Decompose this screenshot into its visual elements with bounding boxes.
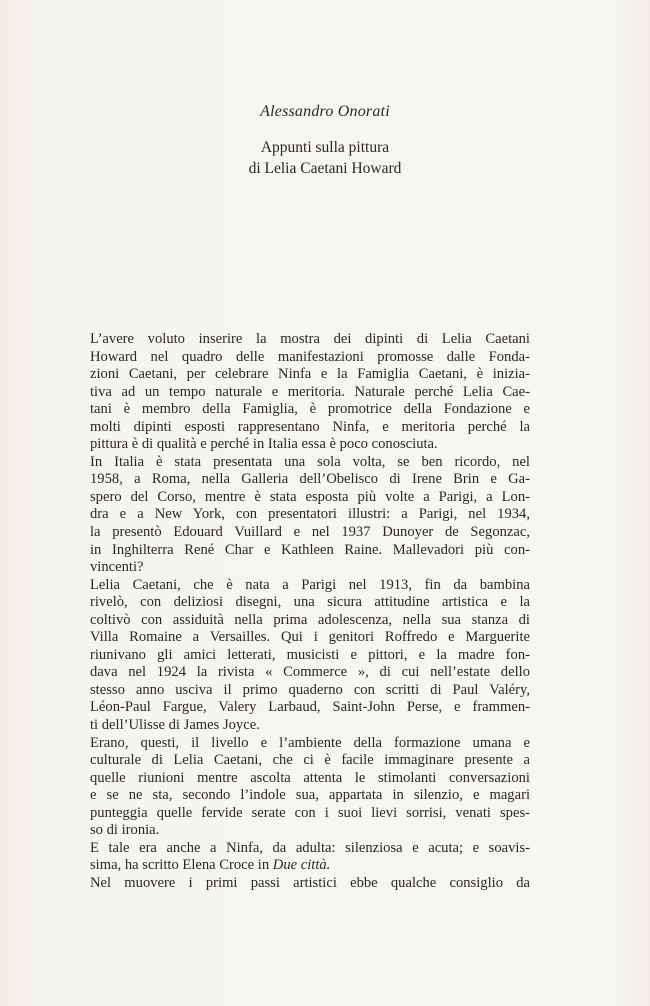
- text-line: 1958, a Roma, nella Galleria dell’Obelisco di Irene Brin e Ga-: [90, 471, 530, 488]
- text-line: zioni Caetani, per celebrare Ninfa e la Famiglia Caetani, è inizia-: [90, 366, 530, 383]
- article-title: [0, 137, 650, 179]
- text-line: vincenti?: [90, 559, 144, 576]
- text-line: Erano, questi, il livello e l’ambiente della formazione umana e: [90, 734, 530, 751]
- text-line: In Italia è stata presentata una sola volta, se ben ricordo, nel: [90, 453, 530, 470]
- text-line: la presentò Edouard Vuillard e nel 1937 Dunoyer de Segonzac,: [90, 524, 530, 541]
- text-line: dra e a New York, con presentatori illustri: a Parigi, nel 1934,: [90, 506, 530, 523]
- text-line: quelle riunioni mentre ascolta attenta le stimolanti conversazioni: [90, 769, 530, 786]
- text-line: so di ironia.: [90, 822, 160, 839]
- text-line: riunivano gli amici letterati, musicisti e pittori, e la madre fon-: [90, 646, 530, 663]
- text-line: L’avere voluto inserire la mostra dei dipinti di Lelia Caetani: [90, 331, 530, 347]
- text-line: Villa Romaine a Versailles. Qui i genitori Roffredo e Marguerite: [90, 629, 530, 646]
- text-line: ti dell’Ulisse di James Joyce.: [90, 717, 260, 734]
- text-line: dava nel 1924 la rivista « Commerce », di cui nell’estate dello: [90, 664, 530, 681]
- text-line: rivelò, con deliziosi disegni, una sicura attitudine artistica e la: [90, 594, 530, 611]
- text-line: Lelia Caetani, che è nata a Parigi nel 1913, fin da bambina: [90, 576, 530, 593]
- text-line: Nel muovere i primi passi artistici ebbe qualche consiglio da: [90, 874, 530, 891]
- text-line: stesso anno usciva il primo quaderno con scritti di Paul Valéry,: [90, 681, 530, 698]
- text-line: in Inghilterra René Char e Kathleen Raine. Mallevadori più con-: [90, 541, 530, 558]
- book-title-italic: Due città.: [272, 857, 331, 874]
- text-line: tiva ad un tempo naturale e meritoria. Naturale perché Lelia Cae-: [90, 383, 530, 400]
- text-line: E tale era anche a Ninfa, da adulta: silenziosa e acuta; e soavis-: [90, 839, 530, 856]
- text-line: Howard nel quadro delle manifestazioni promosse dalle Fonda-: [90, 348, 530, 365]
- text-line: culturale di Lelia Caetani, che ci è facile immaginare presente a: [90, 752, 530, 769]
- text-line: punteggia quelle fervide serate con i suoi lievi sorrisi, venati spes-: [90, 804, 530, 821]
- text-line: spero del Corso, mentre è stata esposta più volte a Parigi, a Lon-: [90, 488, 530, 505]
- title-line-1: Appunti sulla pittura: [260, 139, 390, 156]
- text-line: molti dipinti esposti rappresentano Ninfa, e meritoria perché la: [90, 418, 530, 435]
- text-line: pittura è di qualità e perché in Italia essa è poco conosciuta.: [90, 436, 438, 453]
- title-line-2: di Lelia Caetani Howard: [248, 160, 402, 177]
- text-line: sima, ha scritto Elena Croce in Due città.: [90, 857, 331, 874]
- text-line: e se ne sta, secondo l’indole sua, appartata in silenzio, e magari: [90, 787, 530, 804]
- text-line: Léon-Paul Fargue, Valery Larbaud, Saint-John Perse, e frammen-: [90, 699, 530, 716]
- text-line: tani è membro della Famiglia, è promotrice della Fondazione e: [90, 401, 530, 418]
- author-name: Alessandro Onorati: [260, 103, 390, 120]
- body-text: [90, 331, 530, 893]
- text-line: coltivò con assiduità nella prima adolescenza, nella sua stanza di: [90, 611, 530, 628]
